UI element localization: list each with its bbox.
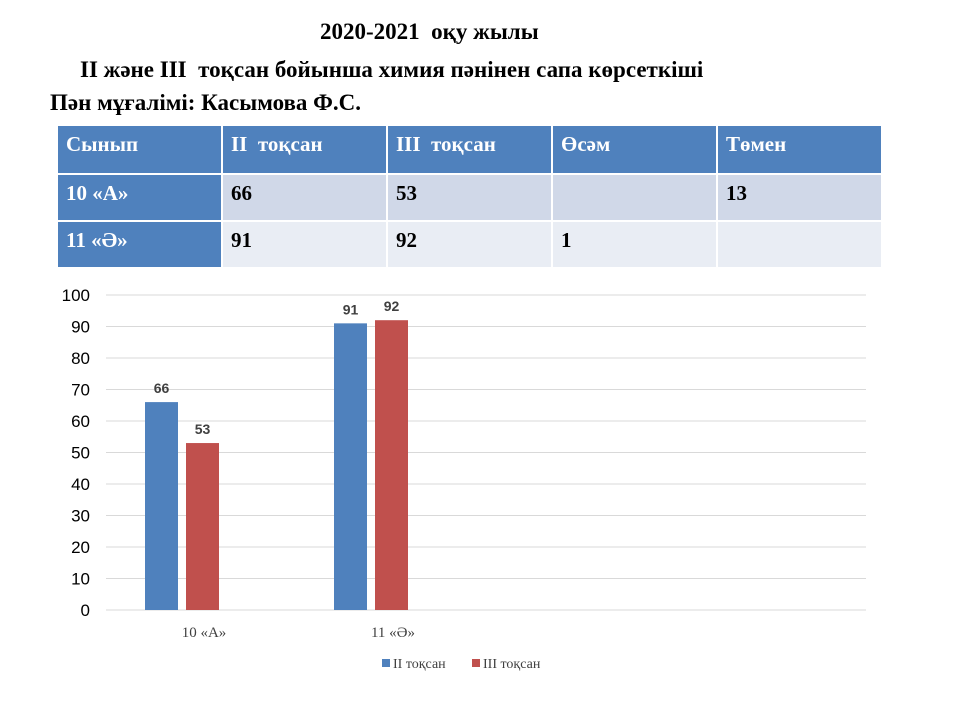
bar bbox=[145, 402, 178, 610]
table-cell: 92 bbox=[387, 221, 552, 268]
x-tick-label: 11 «Ә» bbox=[370, 625, 416, 641]
table-cell: 66 bbox=[222, 174, 387, 221]
y-tick-label: 60 bbox=[71, 412, 90, 431]
teacher-name: Пән мұғалімі: Касымова Ф.С. bbox=[50, 90, 362, 115]
legend-label: II тоқсан bbox=[393, 657, 446, 672]
y-tick-label: 80 bbox=[71, 349, 90, 368]
row-class-label: 11 «Ә» bbox=[57, 221, 222, 268]
y-tick-label: 40 bbox=[71, 475, 90, 494]
column-header: II тоқсан bbox=[222, 125, 387, 174]
bar bbox=[186, 443, 219, 610]
y-tick-label: 20 bbox=[71, 538, 90, 557]
legend-label: III тоқсан bbox=[483, 657, 541, 672]
data-label: 92 bbox=[383, 298, 400, 315]
title-year: 2020-2021 оқу жылы bbox=[320, 19, 539, 44]
y-tick-label: 100 bbox=[61, 286, 90, 305]
column-header: III тоқсан bbox=[387, 125, 552, 174]
y-tick-label: 70 bbox=[71, 380, 90, 400]
row-class-label: 10 «А» bbox=[57, 174, 222, 221]
table-cell: 53 bbox=[387, 174, 552, 221]
legend-swatch bbox=[472, 659, 480, 667]
x-tick-label: 10 «А» bbox=[181, 625, 227, 641]
data-label: 53 bbox=[194, 421, 211, 438]
table-cell: 91 bbox=[222, 221, 387, 268]
table-cell: 1 bbox=[552, 221, 717, 268]
y-tick-label: 30 bbox=[71, 506, 90, 526]
y-tick-label: 90 bbox=[71, 317, 90, 337]
title-subject: II және III тоқсан бойынша химия пәнінен сапа көрсеткіші bbox=[80, 57, 704, 82]
y-tick-label: 10 bbox=[71, 569, 90, 589]
legend-swatch bbox=[382, 659, 390, 667]
column-header: Өсәм bbox=[552, 125, 717, 174]
bar bbox=[375, 320, 408, 610]
bar bbox=[334, 323, 367, 610]
y-tick-label: 50 bbox=[71, 443, 90, 463]
data-label: 91 bbox=[342, 301, 359, 318]
column-header: Төмен bbox=[717, 125, 882, 174]
column-header: Сынып bbox=[57, 125, 222, 174]
table-cell: 13 bbox=[717, 174, 882, 221]
data-label: 66 bbox=[153, 380, 170, 397]
y-tick-label: 0 bbox=[80, 601, 90, 620]
